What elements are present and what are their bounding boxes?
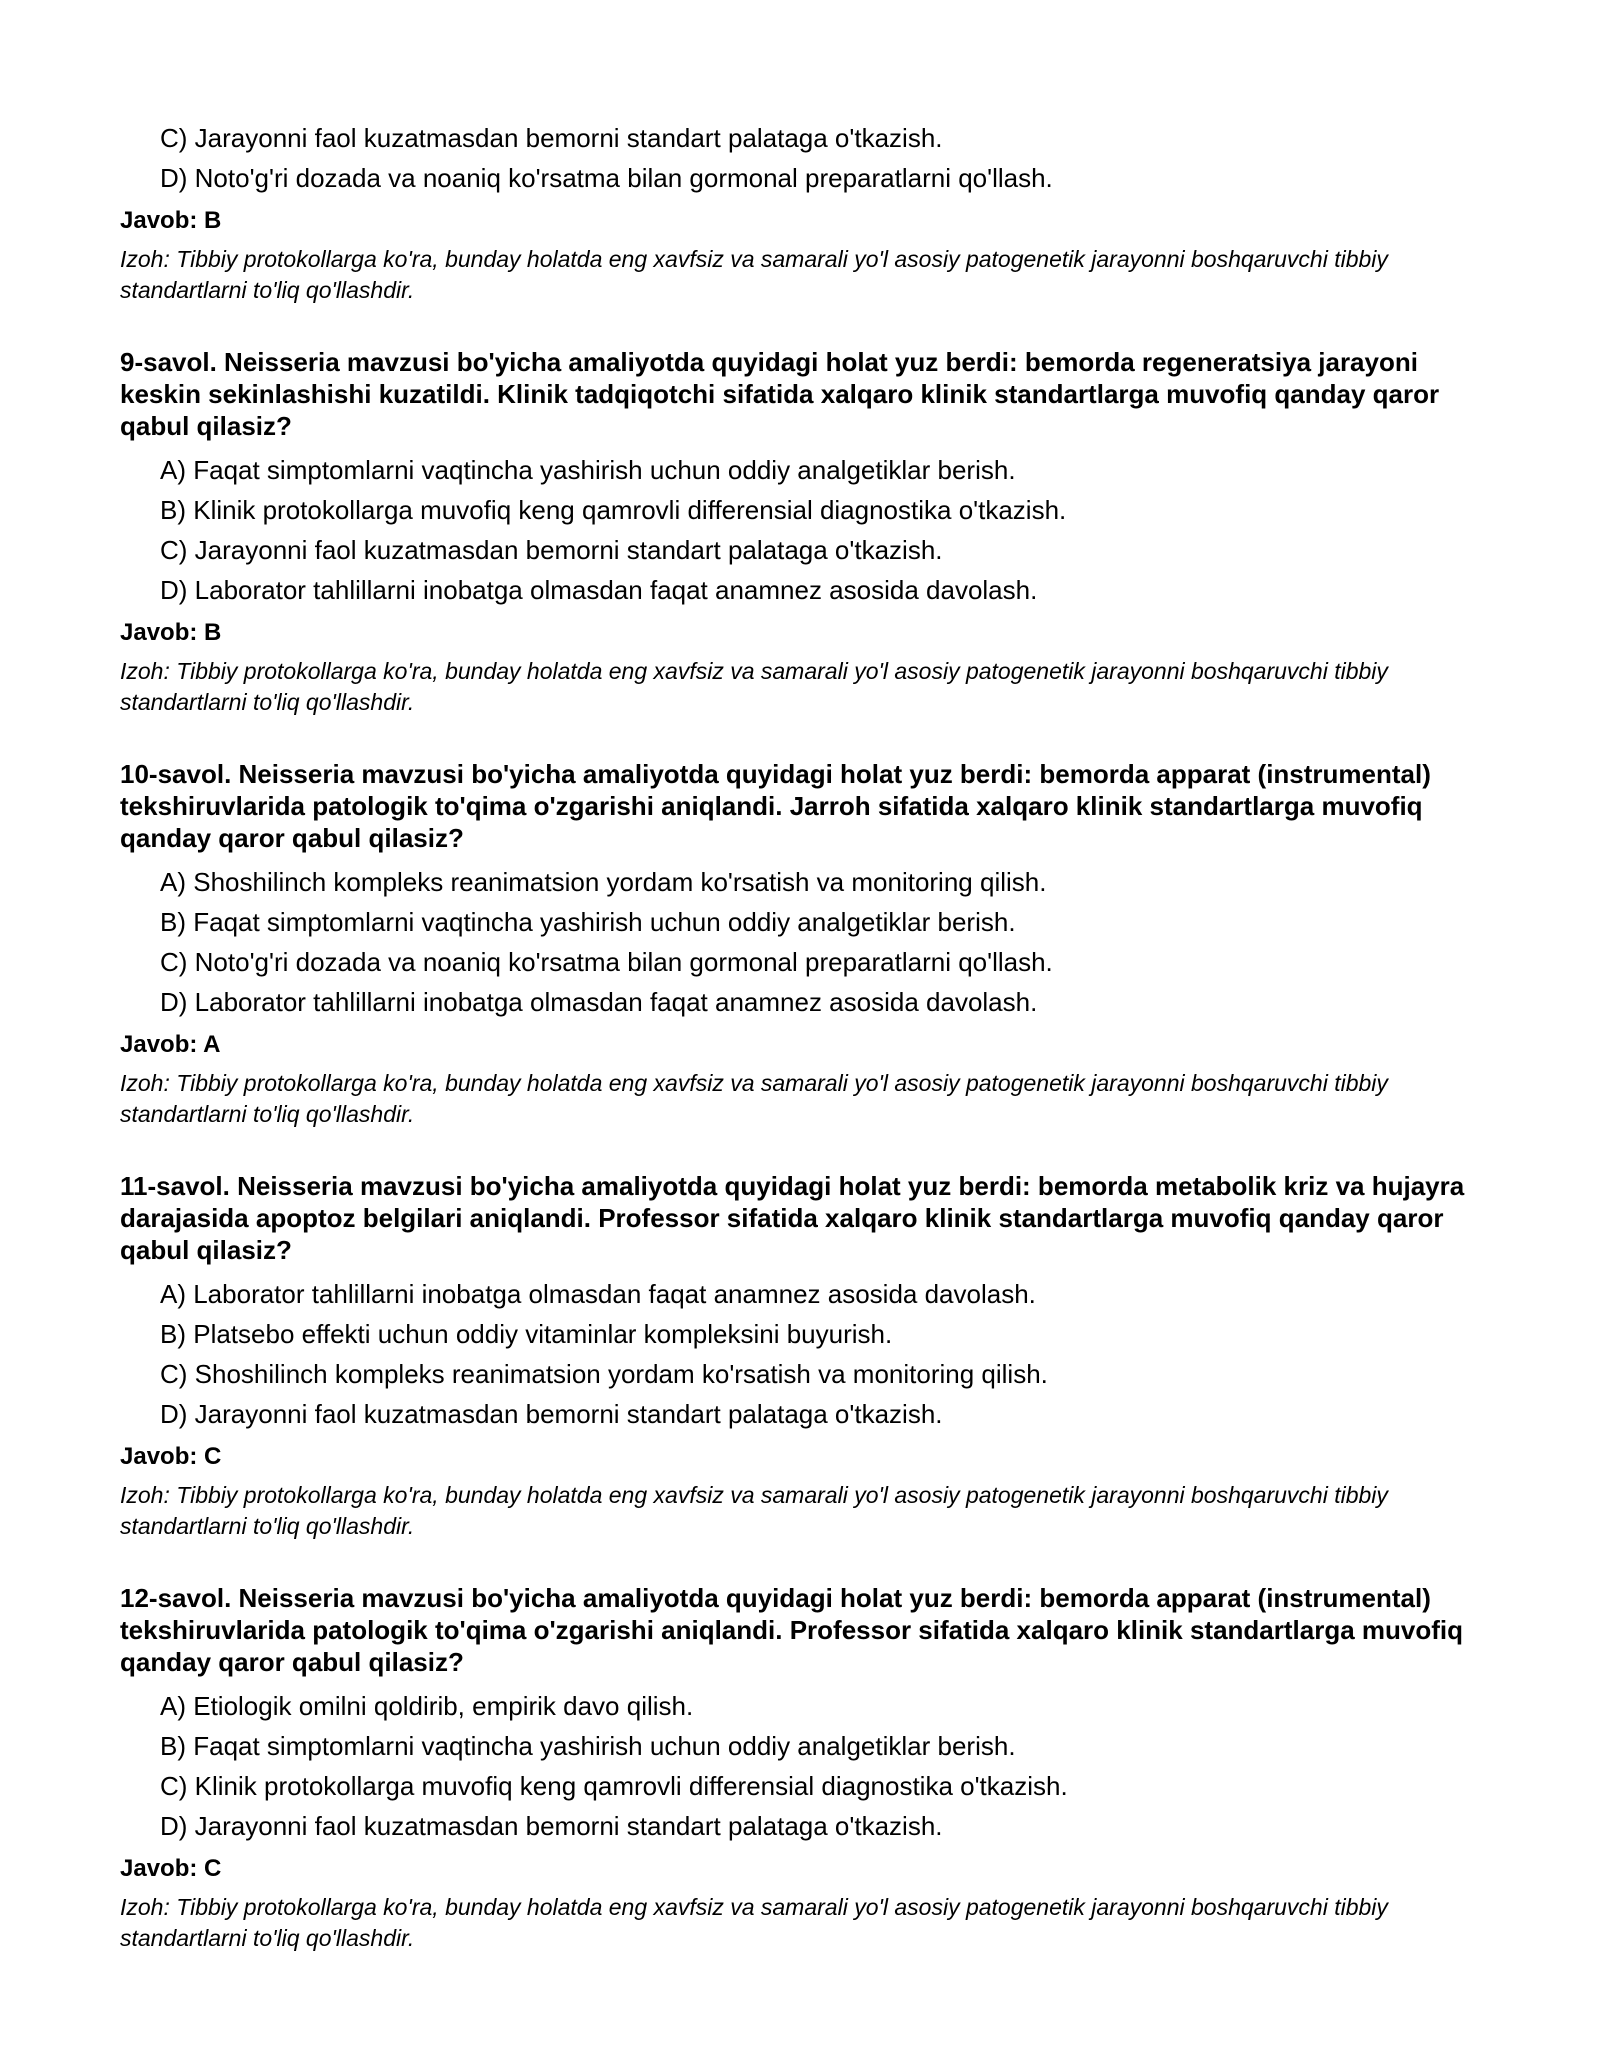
option-b: B) Platsebo effekti uchun oddiy vitaminlar kompleksini buyurish. [160, 1319, 893, 1349]
answer-label: Javob: C [120, 1855, 222, 1882]
option-d: D) Laborator tahlillarni inobatga olmasdan faqat anamnez asosida davolash. [160, 575, 1038, 605]
question-12 [120, 1582, 1480, 1954]
option-a: A) Laborator tahlillarni inobatga olmasdan faqat anamnez asosida davolash. [160, 1279, 1036, 1309]
explanation-note: Izoh: Tibbiy protokollarga ko'ra, bunday holatda eng xavfsiz va samarali yo'l asosiy patogenetik jarayonni boshqaruvchi tibbiy standartlarni to'liq qo'llashdir. [120, 1894, 1388, 1951]
answer-label: Javob: B [120, 207, 222, 234]
option-d: D) Noto'g'ri dozada va noaniq ko'rsatma bilan gormonal preparatlarni qo'llash. [160, 163, 1053, 193]
option-a: A) Faqat simptomlarni vaqtincha yashirish uchun oddiy analgetiklar berish. [160, 455, 1016, 485]
question-9 [120, 346, 1480, 718]
document-page [120, 118, 1480, 1954]
option-list [120, 450, 1480, 610]
option-d: D) Jarayonni faol kuzatmasdan bemorni standart palataga o'tkazish. [160, 1811, 943, 1841]
option-list [120, 1686, 1480, 1846]
answer-label: Javob: A [120, 1031, 221, 1058]
option-c: C) Jarayonni faol kuzatmasdan bemorni standart palataga o'tkazish. [160, 535, 943, 565]
question-text: 10-savol. Neisseria mavzusi bo'yicha amaliyotda quyidagi holat yuz berdi: bemorda apparat (instrumental) tekshiruvlarida patologik to'qima o'zgarishi aniqlandi. Jarroh sifatida xalqaro klinik standartlarga muvofiq qanday qaror qabul qilasiz? [120, 759, 1431, 853]
option-b: B) Klinik protokollarga muvofiq keng qamrovli differensial diagnostika o'tkazish. [160, 495, 1067, 525]
question-10 [120, 758, 1480, 1130]
explanation-note: Izoh: Tibbiy protokollarga ko'ra, bunday holatda eng xavfsiz va samarali yo'l asosiy patogenetik jarayonni boshqaruvchi tibbiy standartlarni to'liq qo'llashdir. [120, 658, 1388, 715]
option-c: C) Shoshilinch kompleks reanimatsion yordam ko'rsatish va monitoring qilish. [160, 1359, 1048, 1389]
option-b: B) Faqat simptomlarni vaqtincha yashirish uchun oddiy analgetiklar berish. [160, 1731, 1016, 1761]
answer-label: Javob: C [120, 1443, 222, 1470]
option-d: D) Laborator tahlillarni inobatga olmasdan faqat anamnez asosida davolash. [160, 987, 1038, 1017]
explanation-note: Izoh: Tibbiy protokollarga ko'ra, bunday holatda eng xavfsiz va samarali yo'l asosiy patogenetik jarayonni boshqaruvchi tibbiy standartlarni to'liq qo'llashdir. [120, 1070, 1388, 1127]
option-list [120, 118, 1480, 198]
explanation-note: Izoh: Tibbiy protokollarga ko'ra, bunday holatda eng xavfsiz va samarali yo'l asosiy patogenetik jarayonni boshqaruvchi tibbiy standartlarni to'liq qo'llashdir. [120, 246, 1388, 303]
option-c: C) Jarayonni faol kuzatmasdan bemorni standart palataga o'tkazish. [160, 123, 943, 153]
question-text: 12-savol. Neisseria mavzusi bo'yicha amaliyotda quyidagi holat yuz berdi: bemorda apparat (instrumental) tekshiruvlarida patologik to'qima o'zgarishi aniqlandi. Professor sifatida xalqaro klinik standartlarga muvofiq qanday qaror qabul qilasiz? [120, 1583, 1464, 1677]
option-d: D) Jarayonni faol kuzatmasdan bemorni standart palataga o'tkazish. [160, 1399, 943, 1429]
continued-question-block [120, 118, 1480, 306]
option-a: A) Shoshilinch kompleks reanimatsion yordam ko'rsatish va monitoring qilish. [160, 867, 1047, 897]
question-text: 9-savol. Neisseria mavzusi bo'yicha amaliyotda quyidagi holat yuz berdi: bemorda regeneratsiya jarayoni keskin sekinlashishi kuzatildi. Klinik tadqiqotchi sifatida xalqaro klinik standartlarga muvofiq qanday qaror qabul qilasiz? [120, 347, 1440, 441]
option-b: B) Faqat simptomlarni vaqtincha yashirish uchun oddiy analgetiklar berish. [160, 907, 1016, 937]
option-list [120, 1274, 1480, 1434]
option-c: C) Noto'g'ri dozada va noaniq ko'rsatma bilan gormonal preparatlarni qo'llash. [160, 947, 1053, 977]
explanation-note: Izoh: Tibbiy protokollarga ko'ra, bunday holatda eng xavfsiz va samarali yo'l asosiy patogenetik jarayonni boshqaruvchi tibbiy standartlarni to'liq qo'llashdir. [120, 1482, 1388, 1539]
question-text: 11-savol. Neisseria mavzusi bo'yicha amaliyotda quyidagi holat yuz berdi: bemorda metabolik kriz va hujayra darajasida apoptoz belgilari aniqlandi. Professor sifatida xalqaro klinik standartlarga muvofiq qanday qaror qabul qilasiz? [120, 1171, 1465, 1265]
option-a: A) Etiologik omilni qoldirib, empirik davo qilish. [160, 1691, 694, 1721]
option-c: C) Klinik protokollarga muvofiq keng qamrovli differensial diagnostika o'tkazish. [160, 1771, 1068, 1801]
answer-label: Javob: B [120, 619, 222, 646]
question-11 [120, 1170, 1480, 1542]
option-list [120, 862, 1480, 1022]
